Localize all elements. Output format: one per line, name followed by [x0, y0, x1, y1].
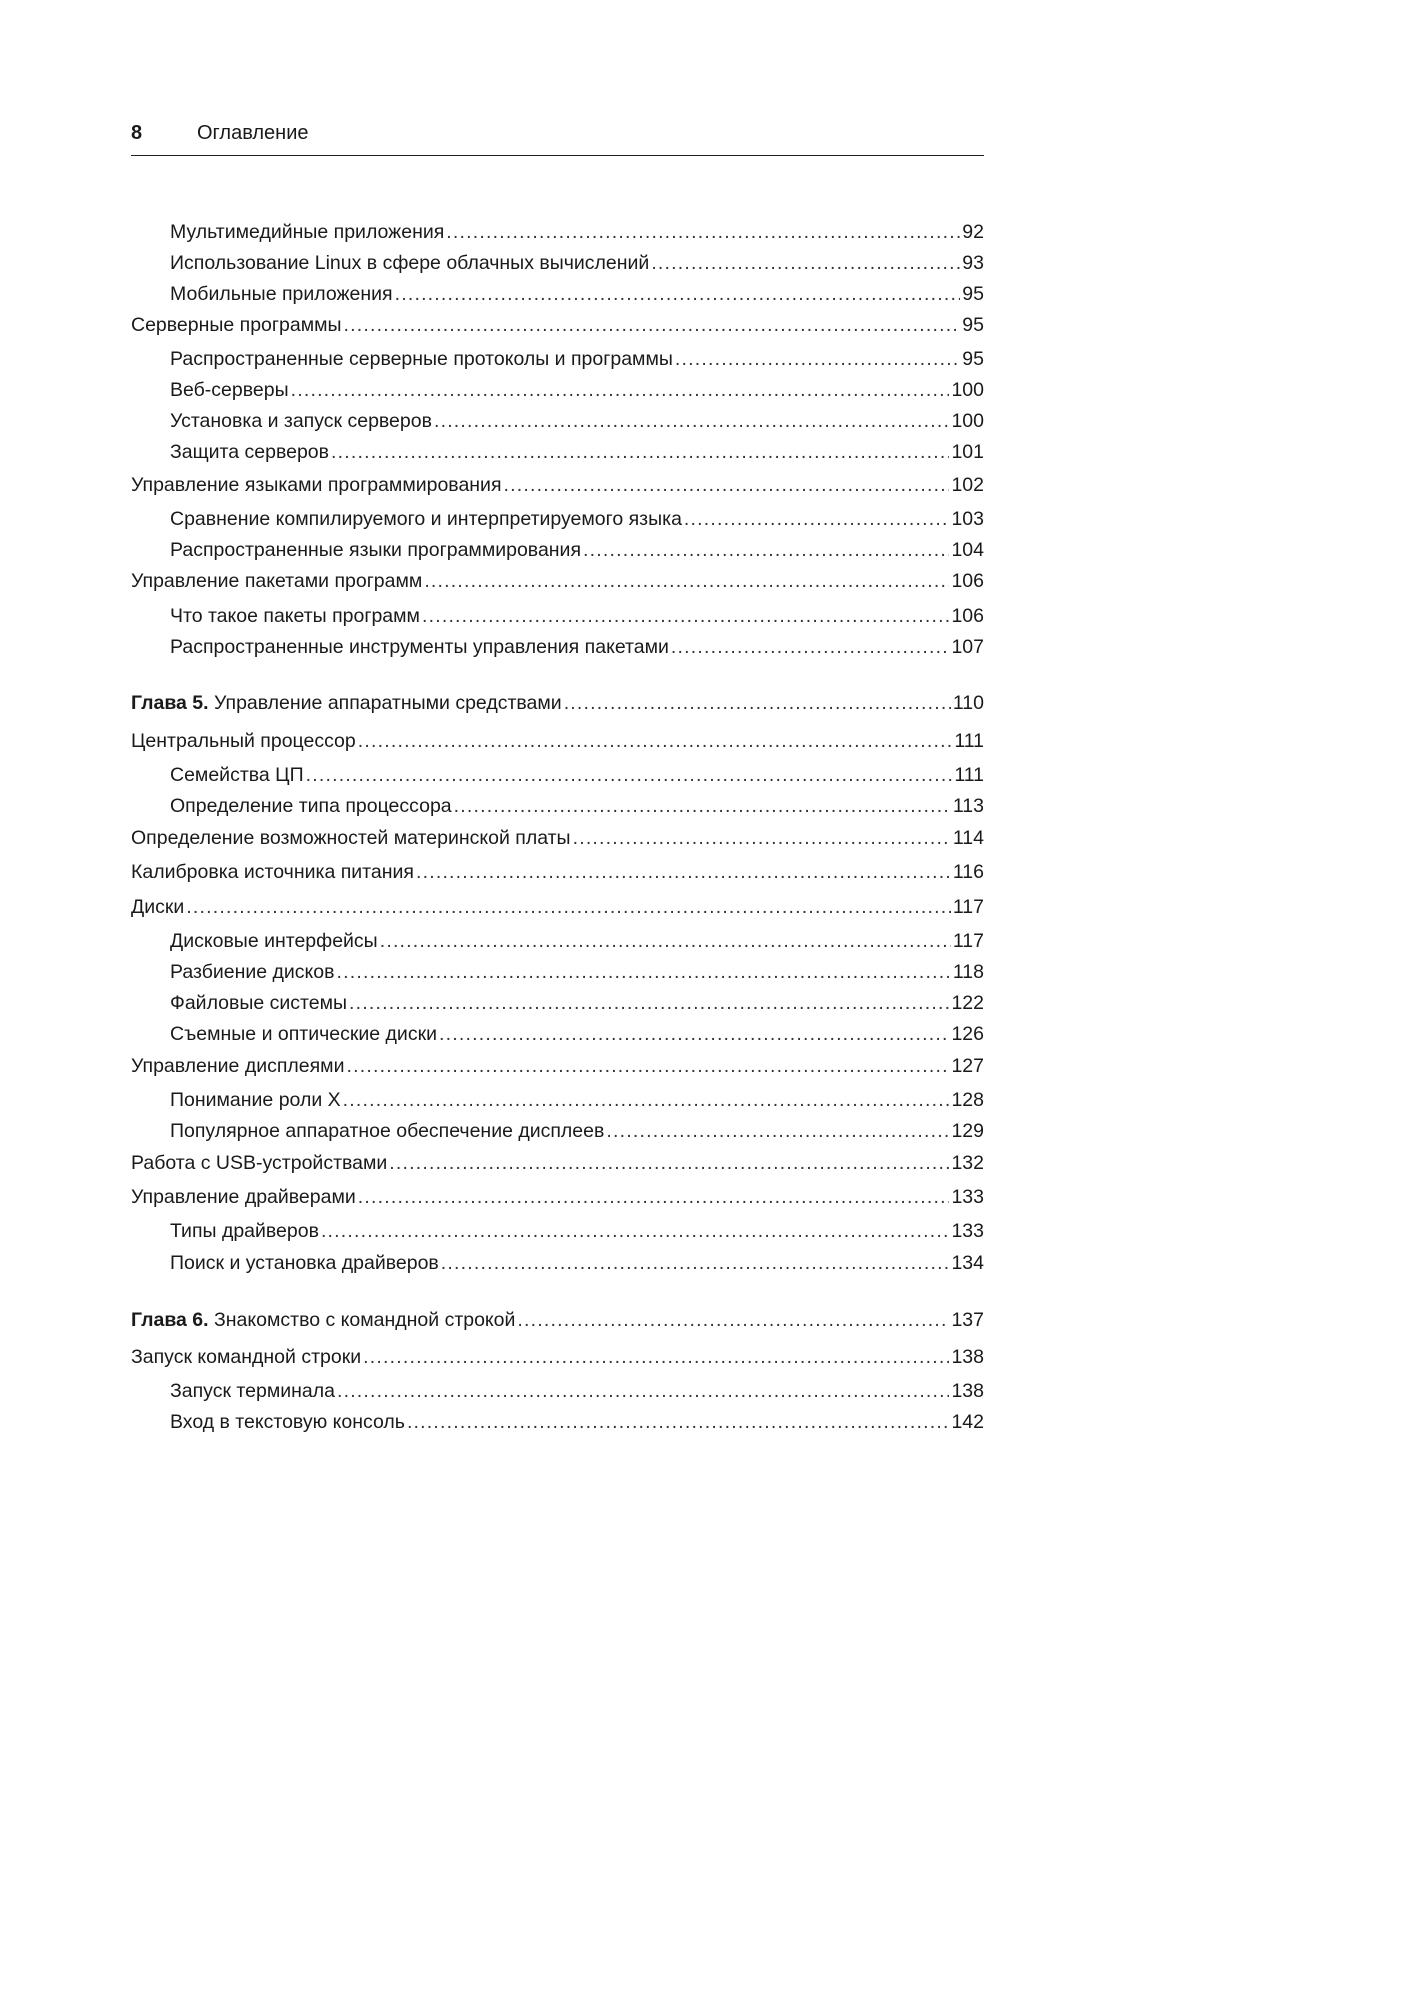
toc-entry-page: 92 — [962, 221, 984, 243]
toc-entry — [170, 1021, 984, 1047]
dot-leader — [395, 281, 961, 307]
toc-entry-page: 138 — [951, 1380, 984, 1402]
dot-leader — [343, 1087, 950, 1113]
chapter-title: Управление аппаратными средствами — [214, 692, 562, 714]
toc-chapter-entry — [131, 690, 984, 716]
toc-entry-page: 95 — [962, 283, 984, 305]
dot-leader — [349, 990, 949, 1016]
toc-entry — [170, 634, 984, 660]
toc-entry-title: Съемные и оптические диски — [170, 1023, 437, 1045]
toc-entry-page: 129 — [951, 1120, 984, 1142]
toc-entry — [170, 959, 984, 985]
toc-entry — [170, 250, 984, 276]
toc-entry-title: Мобильные приложения — [170, 283, 393, 305]
toc-entry-title: Понимание роли X — [170, 1089, 341, 1111]
header-rule — [131, 155, 984, 156]
toc-entry-page: 110 — [952, 692, 984, 714]
toc-entry-page: 118 — [952, 961, 984, 983]
toc-entry-title: Типы драйверов — [170, 1220, 319, 1242]
toc-entry — [131, 472, 984, 498]
dot-leader — [517, 1307, 949, 1333]
toc-entry-page: 122 — [951, 992, 984, 1014]
toc-entry — [170, 990, 984, 1016]
toc-entry — [131, 1344, 984, 1370]
dot-leader — [583, 537, 949, 563]
dot-leader — [651, 250, 960, 276]
toc-entry-page: 132 — [951, 1152, 984, 1174]
toc-entry — [131, 728, 984, 754]
toc-entry — [131, 894, 984, 920]
toc-entry-page: 93 — [962, 252, 984, 274]
toc-entry-page: 100 — [951, 410, 984, 432]
dot-leader — [434, 408, 950, 434]
toc-entry-page: 117 — [952, 930, 984, 952]
toc-entry — [170, 1087, 984, 1113]
toc-entry — [170, 603, 984, 629]
toc-entry-title: Установка и запуск серверов — [170, 410, 432, 432]
toc-entry-title: Центральный процессор — [131, 730, 356, 752]
dot-leader — [389, 1150, 949, 1176]
dot-leader — [416, 859, 951, 885]
toc-entry-title: Диски — [131, 896, 185, 918]
toc-entry — [170, 377, 984, 403]
toc-entry — [170, 1250, 984, 1276]
running-head — [131, 122, 984, 152]
toc-entry — [131, 1053, 984, 1079]
dot-leader — [321, 1218, 950, 1244]
toc-entry-title: Распространенные языки программирования — [170, 539, 582, 561]
dot-leader — [358, 728, 953, 754]
dot-leader — [441, 1250, 950, 1276]
toc-chapter-entry — [131, 1307, 984, 1333]
toc-entry-title: Серверные программы — [131, 314, 342, 336]
toc-entry — [170, 1118, 984, 1144]
toc-entry-page: 134 — [951, 1252, 984, 1274]
page-number: 8 — [131, 122, 143, 144]
toc-entry-page: 114 — [952, 827, 984, 849]
toc-entry — [170, 506, 984, 532]
toc-entry-title: Запуск терминала — [170, 1380, 335, 1402]
toc-entry — [170, 537, 984, 563]
dot-leader — [606, 1118, 949, 1144]
toc-entry-title: Управление дисплеями — [131, 1055, 345, 1077]
toc-entry — [131, 1150, 984, 1176]
toc-entry-page: 104 — [951, 539, 984, 561]
toc-entry-title: Вход в текстовую консоль — [170, 1411, 405, 1433]
toc-entry-title: Дисковые интерфейсы — [170, 930, 378, 952]
toc-entry-title: Что такое пакеты программ — [170, 605, 420, 627]
chapter-title: Знакомство с командной строкой — [214, 1309, 516, 1331]
toc-entry-title: Распространенные серверные протоколы и программы — [170, 348, 673, 370]
toc-entry — [170, 928, 984, 954]
dot-leader — [186, 894, 951, 920]
toc-entry-page: 103 — [951, 508, 984, 530]
dot-leader — [422, 603, 949, 629]
toc-entry-title — [131, 1307, 515, 1333]
toc-entry — [170, 1378, 984, 1404]
dot-leader — [344, 312, 961, 338]
toc-entry-title: Веб-серверы — [170, 379, 289, 401]
toc-entry-page: 133 — [951, 1186, 984, 1208]
toc-entry — [131, 568, 984, 594]
dot-leader — [564, 690, 951, 716]
toc-entry — [170, 219, 984, 245]
toc-entry-page: 101 — [951, 441, 984, 463]
dot-leader — [331, 439, 949, 465]
toc-entry-title: Определение возможностей материнской платы — [131, 827, 571, 849]
toc-entry-page: 111 — [954, 764, 984, 786]
dot-leader — [424, 568, 949, 594]
dot-leader — [306, 762, 953, 788]
dot-leader — [675, 346, 960, 372]
toc-entry-title: Управление драйверами — [131, 1186, 356, 1208]
toc-entry-title — [131, 690, 562, 716]
toc-entry-title: Мультимедийные приложения — [170, 221, 445, 243]
toc-entry-page: 142 — [951, 1411, 984, 1433]
running-title: Оглавление — [197, 122, 309, 144]
dot-leader — [407, 1409, 950, 1435]
toc-entry-title: Калибровка источника питания — [131, 861, 414, 883]
toc-entry-title: Запуск командной строки — [131, 1346, 362, 1368]
dot-leader — [439, 1021, 949, 1047]
dot-leader — [684, 506, 950, 532]
toc-entry-page: 113 — [952, 795, 984, 817]
toc-entry-page: 106 — [951, 570, 984, 592]
toc-entry-title: Защита серверов — [170, 441, 330, 463]
chapter-label: Глава 5. — [131, 692, 209, 714]
toc-entry-page: 107 — [951, 636, 984, 658]
toc-entry — [170, 408, 984, 434]
toc-entry-title: Разбиение дисков — [170, 961, 335, 983]
dot-leader — [337, 959, 951, 985]
dot-leader — [363, 1344, 949, 1370]
toc-entry — [170, 762, 984, 788]
toc-entry-title: Работа с USB-устройствами — [131, 1152, 388, 1174]
dot-leader — [358, 1184, 950, 1210]
toc-entry — [170, 1409, 984, 1435]
toc-entry-page: 102 — [951, 474, 984, 496]
dot-leader — [337, 1378, 950, 1404]
chapter-label: Глава 6. — [131, 1309, 209, 1331]
toc-entry-title: Определение типа процессора — [170, 795, 452, 817]
dot-leader — [454, 793, 951, 819]
toc-entry-page: 95 — [962, 348, 984, 370]
toc-entry-page: 138 — [951, 1346, 984, 1368]
toc-entry-page: 126 — [951, 1023, 984, 1045]
toc-entry — [131, 825, 984, 851]
dot-leader — [504, 472, 950, 498]
dot-leader — [346, 1053, 949, 1079]
toc-entry — [131, 859, 984, 885]
toc-entry — [170, 793, 984, 819]
dot-leader — [573, 825, 951, 851]
toc-entry-page: 111 — [954, 730, 984, 752]
toc-entry-page: 117 — [952, 896, 984, 918]
toc-entry-title: Управление пакетами программ — [131, 570, 423, 592]
toc-entry-page: 127 — [951, 1055, 984, 1077]
toc-entry-page: 100 — [951, 379, 984, 401]
toc-entry-page: 133 — [951, 1220, 984, 1242]
toc-entry-title: Семейства ЦП — [170, 764, 304, 786]
toc-entry — [131, 1184, 984, 1210]
dot-leader — [671, 634, 950, 660]
dot-leader — [291, 377, 950, 403]
dot-leader — [446, 219, 960, 245]
toc-entry-page: 116 — [952, 861, 984, 883]
toc-entry — [131, 312, 984, 338]
toc-entry-title: Использование Linux в сфере облачных вычислений — [170, 252, 650, 274]
toc-entry — [170, 439, 984, 465]
toc-entry-title: Распространенные инструменты управления пакетами — [170, 636, 669, 658]
toc-entry — [170, 281, 984, 307]
toc-entry-title: Управление языками программирования — [131, 474, 502, 496]
toc-entry-page: 95 — [962, 314, 984, 336]
toc-entry-title: Поиск и установка драйверов — [170, 1252, 439, 1274]
toc-entry-page: 106 — [951, 605, 984, 627]
dot-leader — [380, 928, 951, 954]
toc-entry — [170, 1218, 984, 1244]
toc-entry-page: 128 — [951, 1089, 984, 1111]
toc-entry-title: Сравнение компилируемого и интерпретируемого языка — [170, 508, 682, 530]
toc-entry-title: Файловые системы — [170, 992, 348, 1014]
toc-entry-title: Популярное аппаратное обеспечение дисплеев — [170, 1120, 605, 1142]
toc-entry — [170, 346, 984, 372]
toc-entry-page: 137 — [951, 1309, 984, 1331]
